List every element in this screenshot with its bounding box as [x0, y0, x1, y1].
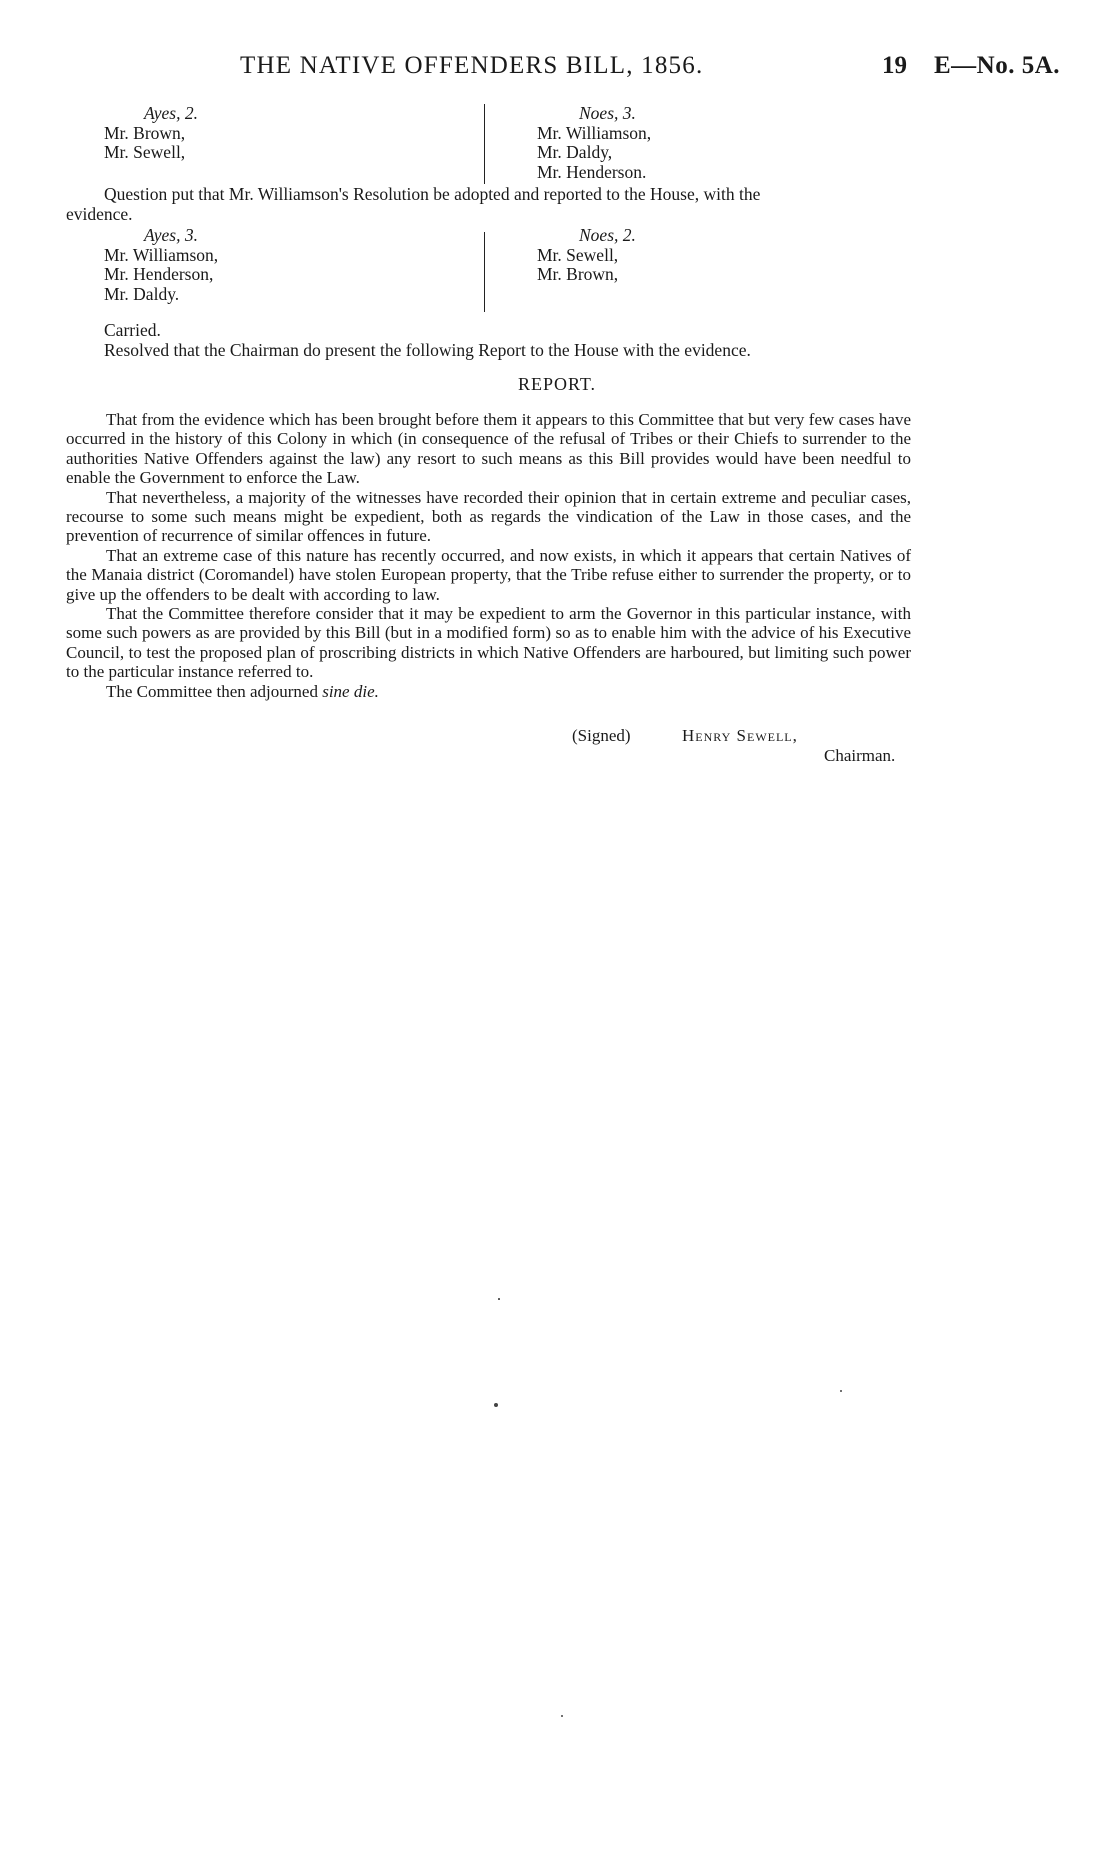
noes-member: Mr. Sewell,: [537, 244, 619, 265]
scan-speck: [494, 1403, 498, 1407]
scan-speck: [561, 1715, 563, 1717]
column-divider: [484, 232, 485, 312]
ayes-member: Mr. Daldy.: [104, 283, 180, 304]
report-paragraph: That from the evidence which has been brought before them it appears to this Committee that but very few cases have occurred in the history of this Colony in which (in consequence of the refusal of Tribes or their Chiefs to surrender to the authorities Native Offenders against the law) any resort to such means as this Bill provides would have been needful to enable the Government to enforce the Law.: [66, 410, 911, 488]
ayes-member: Mr. Sewell,: [104, 142, 186, 162]
carried-text: Carried.: [104, 320, 161, 340]
noes-label: Noes, 3.: [579, 103, 636, 123]
report-paragraph: That an extreme case of this nature has recently occurred, and now exists, in which it appears that certain Natives of the Manaia district (Coromandel) have stolen European property, that the Tribe refuse either to surrender the property, or to give up the offenders to be dealt with according to law.: [66, 545, 911, 604]
report-heading: REPORT.: [517, 374, 597, 394]
report-paragraph: That the Committee therefore consider that it may be expedient to arm the Governor in this particular instance, with some such powers as are provided by this Bill (but in a modified form) so as to enable him with the advice of his Executive Council, to test the proposed plan of proscribing districts in which Native Offenders are harboured, but limiting such power to the particular instance referred to.: [66, 604, 911, 682]
document-title: THE NATIVE OFFENDERS BILL, 1856.: [240, 52, 704, 79]
noes-member: Mr. Brown,: [537, 264, 619, 284]
page-number: 19: [882, 52, 907, 79]
ayes-member: Mr. Williamson,: [104, 244, 219, 265]
question-text-continued: evidence.: [66, 204, 133, 224]
document-reference: E—No. 5A.: [934, 52, 1061, 79]
scan-speck: [840, 1390, 842, 1392]
report-body: [66, 410, 911, 701]
closing-text: The Committee then adjourned: [106, 681, 323, 701]
resolved-text: Resolved that the Chairman do present the following Report to the House with the evidence.: [104, 340, 751, 360]
closing-italic: sine die.: [322, 681, 379, 701]
noes-member: Mr. Williamson,: [537, 122, 652, 143]
noes-label: Noes, 2.: [579, 225, 636, 245]
ayes-member: Mr. Henderson,: [104, 264, 214, 284]
page-header: [0, 52, 1114, 86]
noes-column: [537, 226, 636, 285]
signatory-role: Chairman.: [824, 746, 896, 765]
noes-member: Mr. Henderson.: [537, 161, 647, 182]
column-divider: [484, 104, 485, 184]
ayes-label: Ayes, 3.: [144, 225, 198, 245]
noes-column: [537, 104, 651, 182]
scan-speck: [498, 1298, 500, 1300]
question-text: Question put that Mr. Williamson's Resolution be adopted and reported to the House, with the: [104, 184, 761, 204]
report-paragraph: That nevertheless, a majority of the witnesses have recorded their opinion that in certain extreme and peculiar cases, recourse to some such means might be expedient, both as regards the vindication of the Law in those cases, and the prevention of recurrence of similar offences in future.: [66, 487, 911, 546]
ayes-label: Ayes, 2.: [144, 103, 198, 123]
noes-member: Mr. Daldy,: [537, 142, 613, 162]
signatory-name: Henry Sewell,: [682, 726, 798, 745]
signed-label: (Signed): [572, 726, 631, 745]
ayes-column: [104, 226, 218, 304]
ayes-column: [104, 104, 198, 163]
ayes-member: Mr. Brown,: [104, 122, 186, 143]
report-closing: [66, 682, 911, 701]
